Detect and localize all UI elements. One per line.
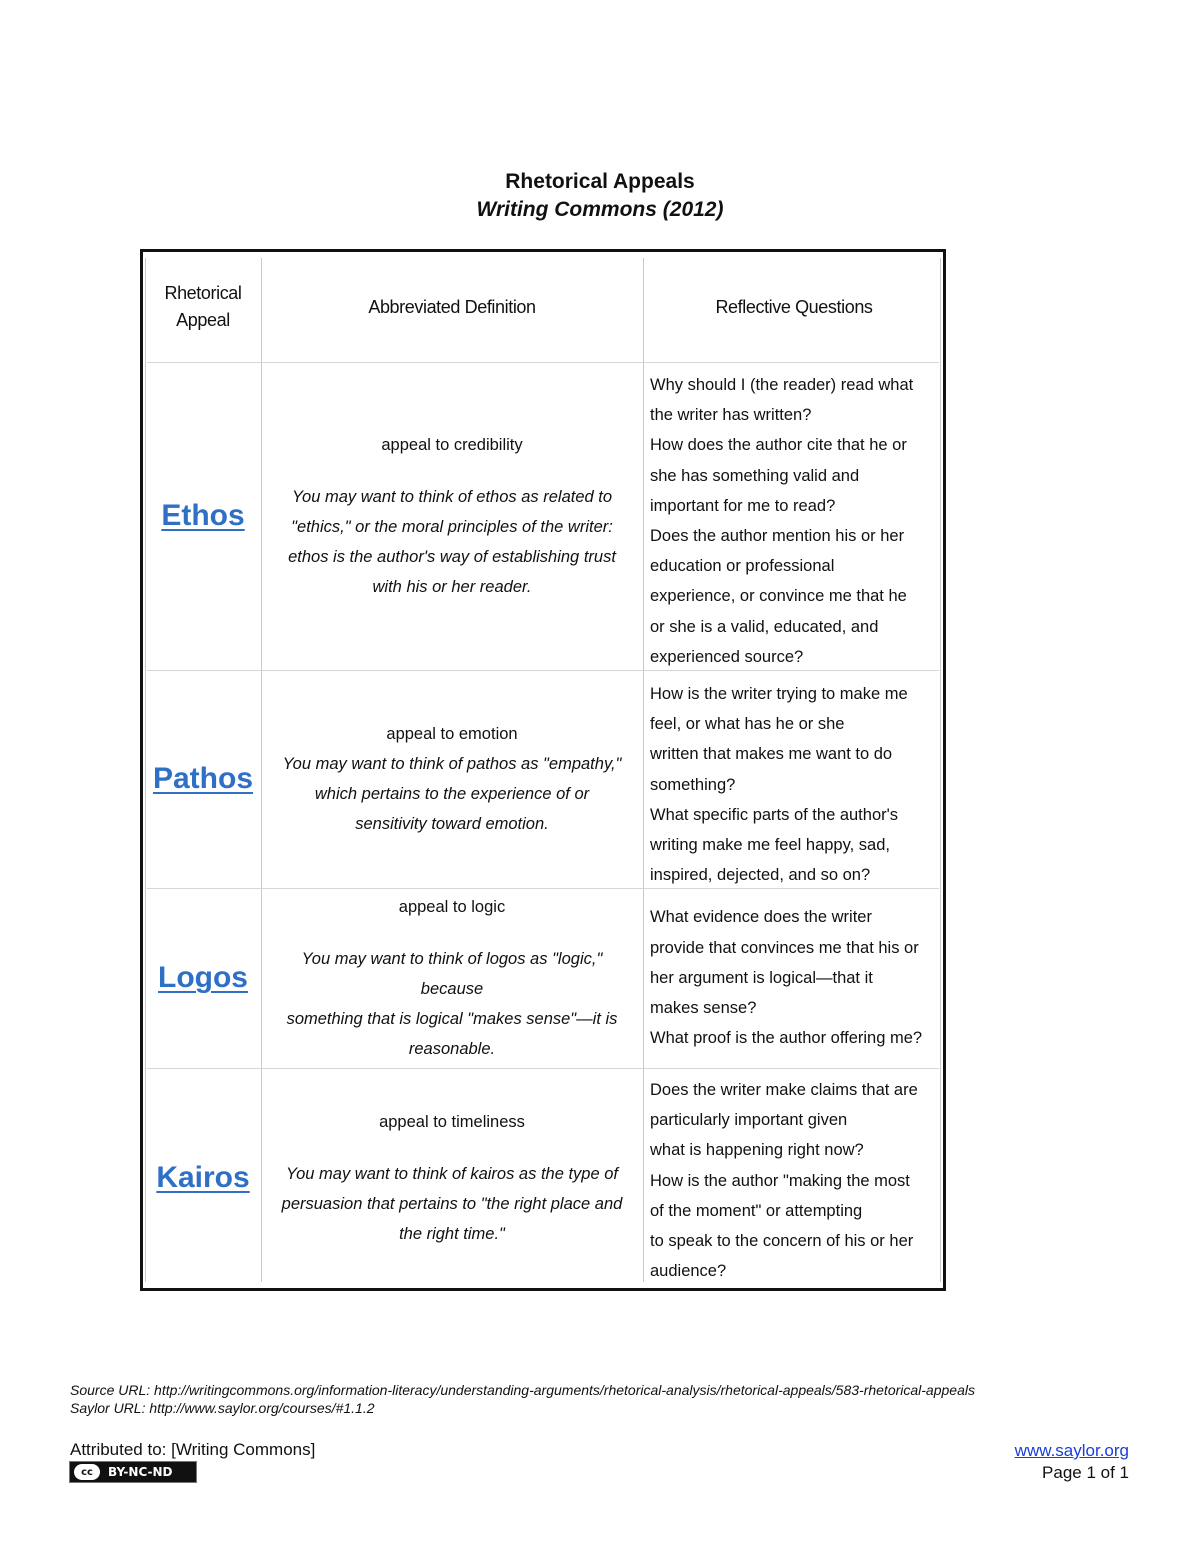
definition-text: appeal to logic <box>398 898 506 916</box>
question-line: audience? <box>650 1262 727 1281</box>
header-appeal-line2: Appeal <box>176 310 230 330</box>
question-line: How is the author "making the most <box>650 1171 910 1190</box>
document-title: Rhetorical Appeals <box>505 170 695 193</box>
document-subtitle: Writing Commons (2012) <box>476 198 724 221</box>
question-line: what is happening right now? <box>650 1141 864 1160</box>
question-line: written that makes me want to do <box>650 745 893 764</box>
page-number: Page 1 of 1 <box>1042 1463 1129 1482</box>
source-url: Source URL: http://writingcommons.org/information-literacy/understanding-arguments/rhetorical-analysis/rhetorical-appeals/583-rhetorical-appeals <box>70 1382 975 1398</box>
explanation-line: You may want to think of kairos as the type of <box>285 1165 618 1183</box>
definition-text: appeal to timeliness <box>379 1113 525 1131</box>
question-line: Does the writer make claims that are <box>650 1081 918 1099</box>
saylor-url: Saylor URL: http://www.saylor.org/courses/#1.1.2 <box>70 1400 375 1416</box>
definition-cell-ethos <box>262 362 642 670</box>
definition-text: appeal to credibility <box>381 436 523 454</box>
question-line: experience, or convince me that he <box>650 587 907 606</box>
license-label: BY-NC-ND <box>108 1465 173 1479</box>
question-line: of the moment" or attempting <box>650 1201 863 1220</box>
explanation-line: "ethics," or the moral principles of the writer: <box>291 518 613 536</box>
question-line: How is the writer trying to make me <box>650 685 908 703</box>
header-questions <box>644 252 944 362</box>
question-line: inspired, dejected, and so on? <box>650 866 871 885</box>
question-line: provide that convinces me that his or <box>650 938 919 957</box>
explanation-line: something that is logical "makes sense"—it is <box>286 1010 618 1028</box>
question-line: to speak to the concern of his or her <box>650 1232 914 1251</box>
definition-cell-pathos <box>262 670 642 888</box>
question-line: important for me to read? <box>650 496 836 515</box>
header-appeal <box>146 252 260 362</box>
appeal-link-pathos[interactable]: Pathos <box>152 762 254 795</box>
question-line: What specific parts of the author's <box>650 805 899 824</box>
explanation-line: You may want to think of pathos as "empathy," <box>282 755 622 773</box>
source-block <box>70 1381 975 1417</box>
question-line: Does the author mention his or her <box>650 527 905 546</box>
question-line: the writer has written? <box>650 406 812 425</box>
appeals-table <box>140 249 946 1291</box>
questions-cell-kairos <box>644 1075 948 1288</box>
appeal-link-kairos[interactable]: Kairos <box>156 1161 250 1194</box>
question-line: makes sense? <box>650 999 757 1018</box>
question-line: or she is a valid, educated, and <box>650 617 879 636</box>
header-questions-label: Reflective Questions <box>715 296 873 317</box>
appeal-cell-kairos <box>146 1068 260 1288</box>
definition-cell-logos <box>262 888 642 1068</box>
questions-cell-pathos <box>644 679 948 888</box>
explanation-line: You may want to think of logos as "logic," <box>301 950 603 968</box>
explanation-line: ethos is the author's way of establishing trust <box>288 548 616 566</box>
question-line: education or professional <box>650 557 835 576</box>
question-line: particularly important given <box>650 1111 848 1130</box>
header-definition-label: Abbreviated Definition <box>368 296 536 317</box>
question-line: experienced source? <box>650 647 804 666</box>
attribution-text: Attributed to: [Writing Commons] <box>70 1440 316 1459</box>
question-line: What evidence does the writer <box>650 908 872 927</box>
title-block <box>0 168 1200 224</box>
appeal-cell-ethos <box>146 362 260 670</box>
question-line: What proof is the author offering me? <box>650 1029 923 1048</box>
explanation-line: because <box>420 980 484 998</box>
explanation-line: with his or her reader. <box>372 578 532 596</box>
question-line: she has something valid and <box>650 466 860 485</box>
definition-cell-kairos <box>262 1068 642 1288</box>
appeal-link-logos[interactable]: Logos <box>158 961 248 994</box>
question-line: Why should I (the reader) read what <box>650 376 914 394</box>
question-line: something? <box>650 775 736 794</box>
questions-cell-logos <box>644 888 948 1068</box>
footer-right <box>1015 1440 1129 1484</box>
appeal-link-ethos[interactable]: Ethos <box>161 499 245 532</box>
question-line: her argument is logical—that it <box>650 968 873 987</box>
question-line: How does the author cite that he or <box>650 436 907 455</box>
explanation-line: which pertains to the experience of or <box>314 785 590 803</box>
appeal-cell-logos <box>146 888 260 1068</box>
saylor-site-link[interactable]: www.saylor.org <box>1014 1441 1129 1460</box>
definition-text: appeal to emotion <box>386 725 518 743</box>
cc-license-badge <box>69 1461 197 1483</box>
question-line: writing make me feel happy, sad, <box>650 836 890 855</box>
cc-icon: cc <box>74 1464 100 1480</box>
explanation-line: sensitivity toward emotion. <box>355 815 549 833</box>
explanation-line: persuasion that pertains to "the right place and <box>281 1195 623 1213</box>
appeal-cell-pathos <box>146 670 260 888</box>
explanation-line: the right time." <box>399 1225 505 1243</box>
explanation-line: You may want to think of ethos as related to <box>291 488 613 506</box>
question-line: feel, or what has he or she <box>650 715 845 734</box>
header-appeal-line1: Rhetorical <box>164 283 242 303</box>
questions-cell-ethos <box>644 370 948 670</box>
explanation-line: reasonable. <box>408 1040 496 1058</box>
header-definition <box>262 252 642 362</box>
